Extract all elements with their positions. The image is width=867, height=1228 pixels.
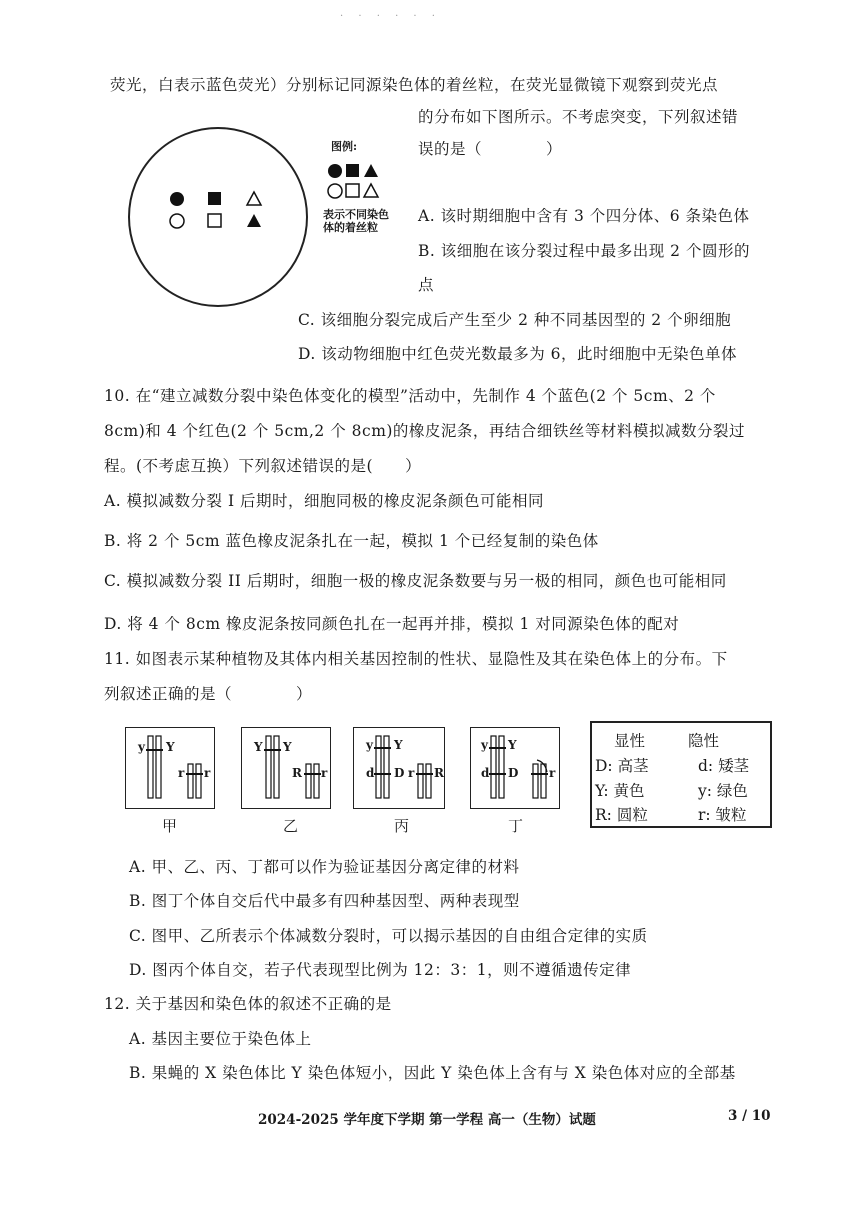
filled-circle-marker [170,192,184,206]
q10-stem-line2: 8cm)和 4 个红色(2 个 5cm,2 个 8cm)的橡皮泥条，再结合细铁丝等材料模拟减数分裂过 [104,422,745,440]
q9-option-b-line1: B. 该细胞在该分裂过程中最多出现 2 个圆形的 [418,242,750,260]
q10-option-a: A. 模拟减数分裂 I 后期时，细胞同极的橡皮泥条颜色可能相同 [104,492,545,510]
gene-label: r [321,766,328,780]
trait-cell: Y: 黄色 [595,782,645,800]
recessive-header: 隐性 [688,732,720,750]
legend-markers [326,162,386,202]
q10-option-b: B. 将 2 个 5cm 蓝色橡皮泥条扎在一起，模拟 1 个已经复制的染色体 [104,532,599,550]
figure-caption: 丙 [394,817,410,835]
trait-cell: d: 矮茎 [698,757,750,775]
trait-cell: r: 皱粒 [698,806,747,824]
gene-label: D [508,766,519,780]
legend-note-1: 表示不同染色 [323,208,389,221]
gene-label: y [481,738,488,752]
filled-triangle-marker [247,214,261,227]
q11-stem-line2: 列叙述正确的是（ ） [104,685,313,703]
q12-option-a: A. 基因主要位于染色体上 [129,1030,312,1048]
q12-option-b: B. 果蝇的 X 染色体比 Y 染色体短小，因此 Y 染色体上含有与 X 染色体对应的全部基 [129,1064,736,1082]
q9-intro-line3: 误的是（ ） [418,140,563,158]
gene-label: r [204,766,211,780]
trait-cell: R: 圆粒 [595,806,648,824]
q11-stem-line1: 11. 如图表示某种植物及其体内相关基因控制的性状、显隐性及其在染色体上的分布。下 [104,650,728,668]
gene-label: Y [254,740,263,754]
q9-option-d: D. 该动物细胞中红色荧光数最多为 6，此时细胞中无染色单体 [298,345,738,363]
gene-label: d [481,766,490,780]
q9-option-c: C. 该细胞分裂完成后产生至少 2 种不同基因型的 2 个卵细胞 [298,311,732,329]
gene-label: Y [166,740,175,754]
q9-intro-line1: 荧光，白表示蓝色荧光）分别标记同源染色体的着丝粒，在荧光显微镜下观察到荧光点 [110,76,719,94]
q9-option-a: A. 该时期细胞中含有 3 个四分体、6 条染色体 [418,207,750,225]
figure-caption: 乙 [283,817,299,835]
gene-label: Y [283,740,292,754]
gene-label: r [178,766,185,780]
figure-ding [470,727,560,809]
q9-intro-line2: 的分布如下图所示。不考虑突变，下列叙述错 [418,108,739,126]
filled-square-marker [208,192,221,205]
legend-note-2: 体的着丝粒 [323,221,378,234]
figure-caption: 丁 [508,817,524,835]
gene-label: r [549,766,556,780]
open-circle-marker [170,214,184,228]
q10-option-d: D. 将 4 个 8cm 橡皮泥条按同颜色扎在一起再并排，模拟 1 对同源染色体的配对 [104,615,680,633]
figure-caption: 甲 [162,817,178,835]
gene-label: Y [394,738,403,752]
trait-cell: y: 绿色 [698,782,748,800]
gene-label: R [434,766,444,780]
gene-label: r [408,766,415,780]
q11-option-a: A. 甲、乙、丙、丁都可以作为验证基因分离定律的材料 [129,858,520,876]
dominant-header: 显性 [614,732,646,750]
gene-label: Y [508,738,517,752]
header-marks: . . . . . . [340,8,441,19]
q12-stem: 12. 关于基因和染色体的叙述不正确的是 [104,995,392,1013]
open-triangle-marker [247,192,261,205]
legend-title: 图例: [331,140,358,153]
q9-option-b-line2: 点 [418,276,435,294]
gene-label: D [394,766,405,780]
q11-option-d: D. 图丙个体自交，若子代表现型比例为 12：3：1，则不遵循遗传定律 [129,961,632,979]
gene-label: d [366,766,375,780]
open-square-marker [208,214,221,227]
q10-stem-line3: 程。(不考虑互换）下列叙述错误的是( ） [104,457,422,475]
page-number: 3 / 10 [728,1108,771,1124]
centromere-markers [160,185,280,235]
trait-cell: D: 高茎 [595,757,649,775]
figure-jia [125,727,215,809]
gene-label: y [138,740,145,754]
footer-title: 2024-2025 学年度下学期 第一学程 高一（生物）试题 [258,1112,596,1128]
gene-label: y [366,738,373,752]
figure-bing [353,727,445,809]
q10-stem-line1: 10. 在“建立减数分裂中染色体变化的模型”活动中，先制作 4 个蓝色(2 个 5cm、2 个 [104,387,716,405]
figure-yi [241,727,331,809]
q11-option-c: C. 图甲、乙所表示个体减数分裂时，可以揭示基因的自由组合定律的实质 [129,927,648,945]
gene-label: R [292,766,302,780]
q11-option-b: B. 图丁个体自交后代中最多有四种基因型、两种表现型 [129,892,520,910]
traits-table [590,721,772,828]
q10-option-c: C. 模拟减数分裂 II 后期时，细胞一极的橡皮泥条数要与另一极的相同，颜色也可能相同 [104,572,727,590]
